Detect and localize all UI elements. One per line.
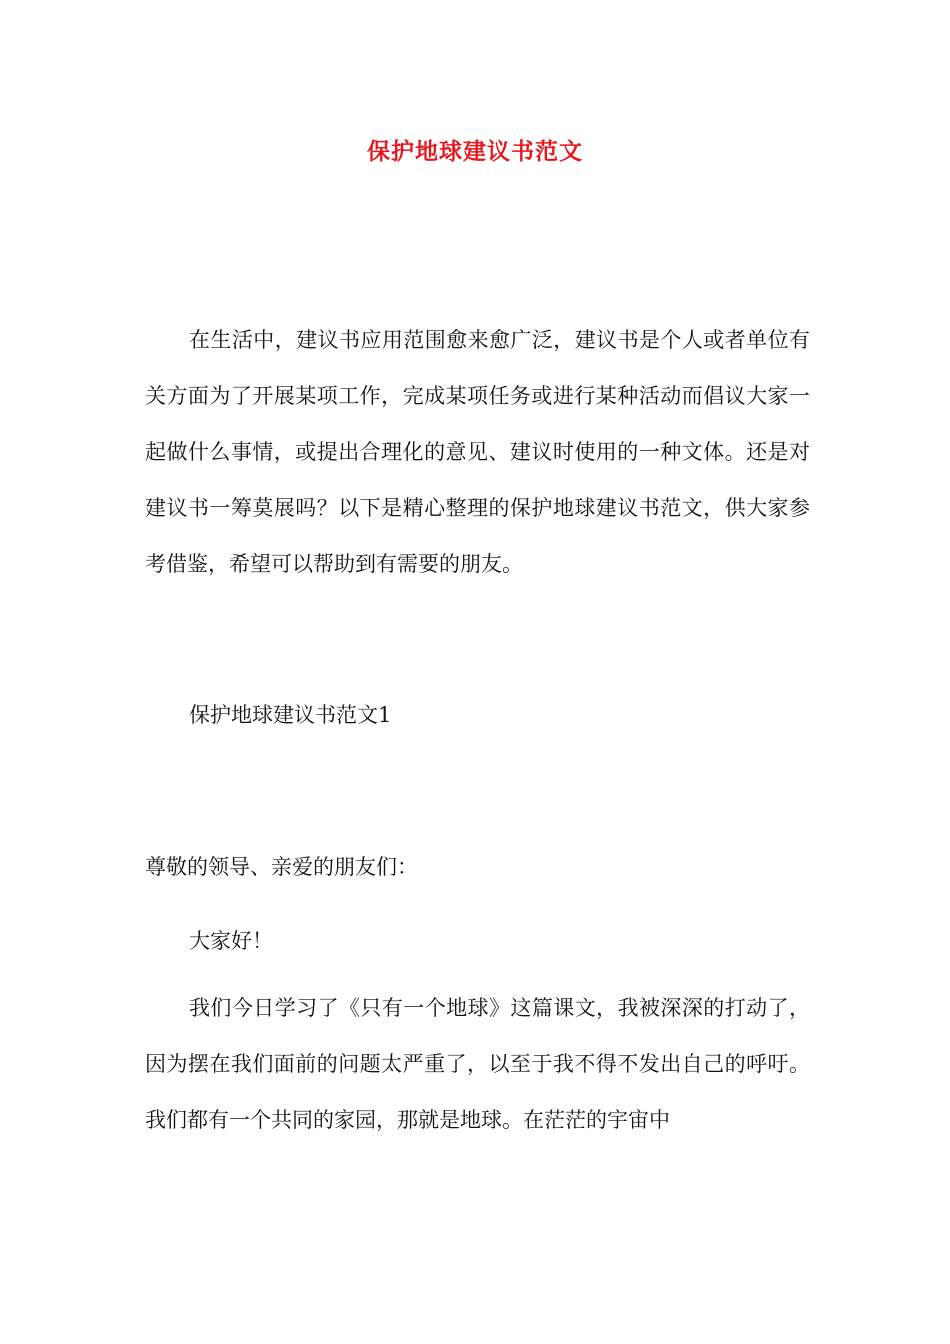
intro-paragraph: 在生活中，建议书应用范围愈来愈广泛，建议书是个人或者单位有关方面为了开展某项工作，完成某项任务或进行某种活动而倡议大家一起做什么事情，或提出合理化的意见、建议时使用的一种文体。还是对建议书一筹莫展吗？以下是精心整理的保护地球建议书范文，供大家参考借鉴，希望可以帮助到有需要的朋友。	[145, 328, 810, 576]
salutation: 尊敬的领导、亲爱的朋友们：	[145, 855, 418, 879]
section-heading: 保护地球建议书范文1	[189, 703, 392, 727]
greeting: 大家好！	[189, 929, 273, 953]
document-title: 保护地球建议书范文	[367, 138, 583, 165]
body-paragraph: 我们今日学习了《只有一个地球》这篇课文，我被深深的打动了，因为摆在我们面前的问题太严重了，以至于我不得不发出自己的呼吁。我们都有一个共同的家园，那就是地球。在茫茫的宇宙中	[145, 996, 810, 1132]
